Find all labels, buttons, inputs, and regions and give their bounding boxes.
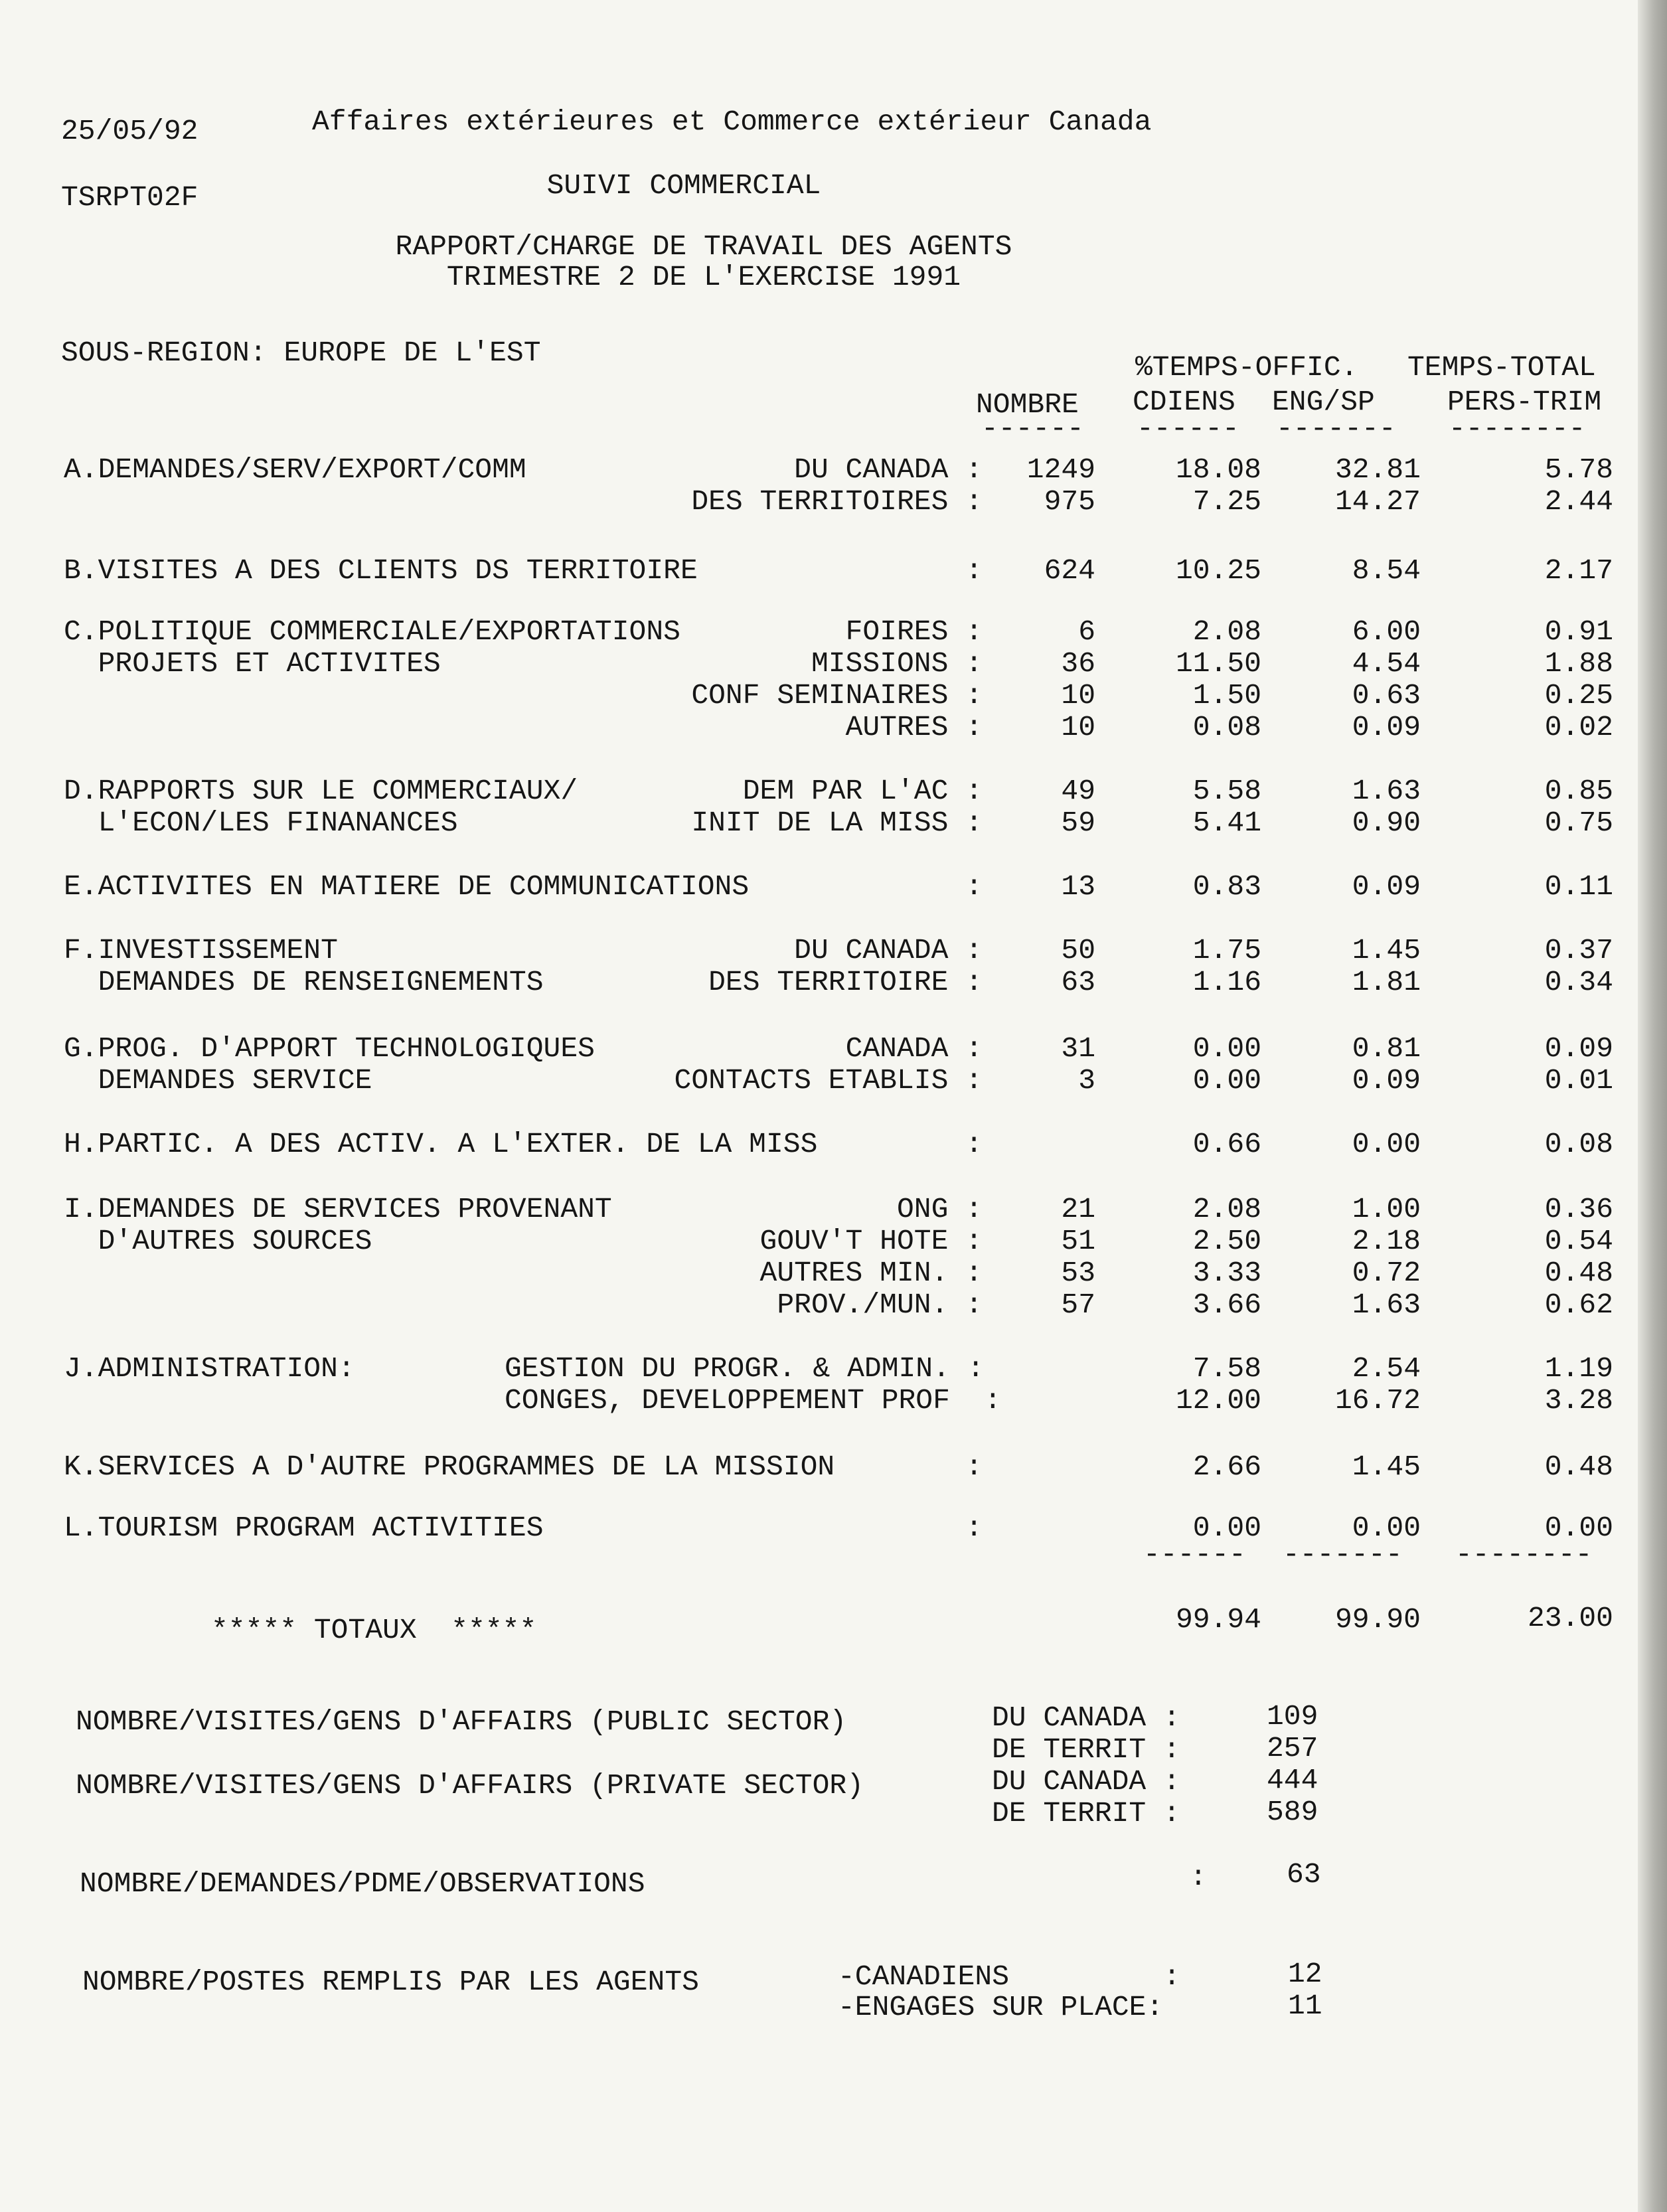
row-cdiens: 2.66 xyxy=(1192,1451,1261,1483)
row-sublabel: : xyxy=(965,870,983,903)
totals-rule-engsp: ------- xyxy=(1283,1538,1403,1571)
private-de-territ: DE TERRIT : xyxy=(992,1797,1180,1830)
row-nombre: 10 xyxy=(1061,679,1095,712)
row-cdiens: 18.08 xyxy=(1175,453,1261,486)
row-label: C.POLITIQUE COMMERCIALE/EXPORTATIONS xyxy=(64,615,680,648)
totals-rule-cdiens: ------ xyxy=(1143,1538,1246,1571)
row-pers-trim: 0.08 xyxy=(1544,1128,1613,1160)
demandes-label: NOMBRE/DEMANDES/PDME/OBSERVATIONS xyxy=(80,1867,645,1900)
row-sublabel: DES TERRITOIRE : xyxy=(708,966,983,998)
row-cdiens: 2.08 xyxy=(1192,615,1261,648)
row-engsp: 1.63 xyxy=(1352,1289,1421,1321)
row-nombre: 10 xyxy=(1061,711,1095,744)
row-pers-trim: 0.85 xyxy=(1544,775,1613,807)
row-label: DEMANDES SERVICE xyxy=(64,1064,372,1097)
row-label: E.ACTIVITES EN MATIERE DE COMMUNICATIONS xyxy=(64,870,750,903)
row-cdiens: 0.83 xyxy=(1192,870,1261,903)
row-label: PROJETS ET ACTIVITES xyxy=(64,647,441,680)
row-label: L.TOURISM PROGRAM ACTIVITIES xyxy=(64,1512,544,1544)
report-date: 25/05/92 xyxy=(61,115,198,147)
row-engsp: 0.09 xyxy=(1352,711,1421,744)
row-sublabel: GOUV'T HOTE : xyxy=(759,1225,983,1257)
row-sublabel: CONTACTS ETABLIS : xyxy=(674,1064,983,1097)
row-sublabel: AUTRES MIN. : xyxy=(759,1257,983,1289)
row-nombre: 3 xyxy=(1078,1064,1095,1097)
row-nombre: 975 xyxy=(1044,485,1095,518)
row-pers-trim: 0.25 xyxy=(1544,679,1613,712)
row-cdiens: 2.50 xyxy=(1192,1225,1261,1257)
totals-rule-pers: -------- xyxy=(1455,1538,1593,1571)
row-nombre: 63 xyxy=(1061,966,1095,998)
scan-edge-shadow xyxy=(1638,0,1667,2212)
system-name: SUIVI COMMERCIAL xyxy=(546,169,821,202)
row-cdiens: 12.00 xyxy=(1175,1384,1261,1417)
postes-engages: -ENGAGES SUR PLACE: xyxy=(838,1991,1164,2023)
row-pers-trim: 0.62 xyxy=(1544,1289,1613,1321)
row-pers-trim: 0.54 xyxy=(1544,1225,1613,1257)
row-nombre: 49 xyxy=(1061,775,1095,807)
row-label: A.DEMANDES/SERV/EXPORT/COMM xyxy=(64,453,526,486)
row-engsp: 0.09 xyxy=(1352,870,1421,903)
row-engsp: 32.81 xyxy=(1334,453,1421,486)
row-sublabel: : xyxy=(965,1128,983,1160)
row-pers-trim: 0.11 xyxy=(1544,870,1613,903)
row-sublabel: PROV./MUN. : xyxy=(777,1289,983,1321)
row-nombre: 53 xyxy=(1061,1257,1095,1289)
row-engsp: 4.54 xyxy=(1352,647,1421,680)
row-sublabel: CONGES, DEVELOPPEMENT PROF : xyxy=(505,1384,1002,1417)
row-engsp: 1.63 xyxy=(1352,775,1421,807)
row-engsp: 16.72 xyxy=(1334,1384,1421,1417)
row-label: L'ECON/LES FINANANCES xyxy=(64,807,458,839)
row-nombre: 57 xyxy=(1061,1289,1095,1321)
row-cdiens: 7.25 xyxy=(1192,485,1261,518)
row-engsp: 2.18 xyxy=(1352,1225,1421,1257)
row-cdiens: 1.16 xyxy=(1192,966,1261,998)
row-engsp: 0.09 xyxy=(1352,1064,1421,1097)
row-sublabel: CANADA : xyxy=(845,1032,983,1065)
row-pers-trim: 0.36 xyxy=(1544,1193,1613,1225)
row-cdiens: 2.08 xyxy=(1192,1193,1261,1225)
private-sector-label: NOMBRE/VISITES/GENS D'AFFAIRS (PRIVATE SECTOR) xyxy=(76,1769,864,1802)
header-temps-total: TEMPS-TOTAL xyxy=(1407,351,1596,384)
row-pers-trim: 1.19 xyxy=(1544,1352,1613,1385)
row-nombre: 51 xyxy=(1061,1225,1095,1257)
department-name: Affaires extérieures et Commerce extérieur Canada xyxy=(312,106,1152,138)
row-sublabel: DEM PAR L'AC : xyxy=(742,775,983,807)
row-engsp: 1.81 xyxy=(1352,966,1421,998)
row-pers-trim: 0.02 xyxy=(1544,711,1613,744)
row-engsp: 8.54 xyxy=(1352,554,1421,587)
private-du-canada-value: 444 xyxy=(1267,1764,1318,1796)
row-label: D'AUTRES SOURCES xyxy=(64,1225,372,1257)
row-engsp: 0.63 xyxy=(1352,679,1421,712)
report-code: TSRPT02F xyxy=(61,181,198,214)
postes-label: NOMBRE/POSTES REMPLIS PAR LES AGENTS xyxy=(82,1966,699,1998)
row-pers-trim: 0.00 xyxy=(1544,1512,1613,1544)
row-sublabel: : xyxy=(965,554,983,587)
row-label: I.DEMANDES DE SERVICES PROVENANT xyxy=(64,1193,612,1225)
row-engsp: 0.00 xyxy=(1352,1128,1421,1160)
row-label: F.INVESTISSEMENT xyxy=(64,934,338,967)
row-label: G.PROG. D'APPORT TECHNOLOGIQUES xyxy=(64,1032,595,1065)
row-pers-trim: 0.01 xyxy=(1544,1064,1613,1097)
public-de-territ-value: 257 xyxy=(1267,1732,1318,1765)
row-nombre: 6 xyxy=(1078,615,1095,648)
row-cdiens: 10.25 xyxy=(1175,554,1261,587)
row-pers-trim: 2.17 xyxy=(1544,554,1613,587)
row-sublabel: : xyxy=(965,1451,983,1483)
row-sublabel: MISSIONS : xyxy=(811,647,983,680)
rule-cdiens: ------ xyxy=(1137,412,1239,445)
row-cdiens: 3.33 xyxy=(1192,1257,1261,1289)
public-du-canada-value: 109 xyxy=(1267,1700,1318,1733)
row-label: DEMANDES DE RENSEIGNEMENTS xyxy=(64,966,544,998)
report-title: RAPPORT/CHARGE DE TRAVAIL DES AGENTS xyxy=(395,230,1012,263)
row-cdiens: 1.75 xyxy=(1192,934,1261,967)
postes-canadiens: -CANADIENS : xyxy=(838,1960,1181,1993)
row-pers-trim: 3.28 xyxy=(1544,1384,1613,1417)
row-nombre: 21 xyxy=(1061,1193,1095,1225)
row-nombre: 50 xyxy=(1061,934,1095,967)
totals-label: ***** TOTAUX ***** xyxy=(211,1614,537,1646)
row-pers-trim: 0.09 xyxy=(1544,1032,1613,1065)
demandes-value: 63 xyxy=(1287,1858,1321,1891)
row-sublabel: FOIRES : xyxy=(845,615,983,648)
group-header-temps-offic: %TEMPS-OFFIC. xyxy=(1135,351,1358,384)
row-cdiens: 0.66 xyxy=(1192,1128,1261,1160)
row-cdiens: 3.66 xyxy=(1192,1289,1261,1321)
row-sublabel: CONF SEMINAIRES : xyxy=(691,679,983,712)
row-sublabel: DU CANADA : xyxy=(794,453,983,486)
row-nombre: 59 xyxy=(1061,807,1095,839)
subregion: SOUS-REGION: EUROPE DE L'EST xyxy=(61,337,541,369)
row-engsp: 0.00 xyxy=(1352,1512,1421,1544)
totals-pers: 23.00 xyxy=(1527,1602,1613,1634)
row-engsp: 14.27 xyxy=(1334,485,1421,518)
row-sublabel: : xyxy=(965,1512,983,1544)
public-sector-label: NOMBRE/VISITES/GENS D'AFFAIRS (PUBLIC SECTOR) xyxy=(76,1705,847,1738)
row-pers-trim: 0.48 xyxy=(1544,1451,1613,1483)
rule-pers-trim: -------- xyxy=(1449,412,1586,445)
row-nombre: 624 xyxy=(1044,554,1095,587)
row-sublabel: AUTRES : xyxy=(845,711,983,744)
row-cdiens: 0.00 xyxy=(1192,1064,1261,1097)
row-sublabel: ONG : xyxy=(896,1193,983,1225)
row-engsp: 1.45 xyxy=(1352,1451,1421,1483)
row-label: J.ADMINISTRATION: xyxy=(64,1352,355,1385)
row-engsp: 0.81 xyxy=(1352,1032,1421,1065)
row-engsp: 0.90 xyxy=(1352,807,1421,839)
public-de-territ: DE TERRIT : xyxy=(992,1733,1180,1766)
row-pers-trim: 0.37 xyxy=(1544,934,1613,967)
row-cdiens: 0.08 xyxy=(1192,711,1261,744)
row-sublabel: DU CANADA : xyxy=(794,934,983,967)
private-du-canada: DU CANADA : xyxy=(992,1765,1180,1798)
demandes-colon: : xyxy=(1190,1861,1207,1893)
row-pers-trim: 0.75 xyxy=(1544,807,1613,839)
row-sublabel: INIT DE LA MISS : xyxy=(691,807,983,839)
postes-canadiens-value: 12 xyxy=(1288,1958,1322,1990)
private-de-territ-value: 589 xyxy=(1267,1796,1318,1828)
row-sublabel: DES TERRITOIRES : xyxy=(691,485,983,518)
row-cdiens: 5.58 xyxy=(1192,775,1261,807)
row-engsp: 0.72 xyxy=(1352,1257,1421,1289)
row-pers-trim: 2.44 xyxy=(1544,485,1613,518)
row-pers-trim: 1.88 xyxy=(1544,647,1613,680)
row-cdiens: 0.00 xyxy=(1192,1032,1261,1065)
column-header-engsp: ENG/SP xyxy=(1272,386,1375,418)
row-cdiens: 0.00 xyxy=(1192,1512,1261,1544)
row-label: B.VISITES A DES CLIENTS DS TERRITOIRE xyxy=(64,554,698,587)
row-cdiens: 5.41 xyxy=(1192,807,1261,839)
rule-nombre: ------ xyxy=(981,412,1084,445)
row-pers-trim: 0.34 xyxy=(1544,966,1613,998)
row-label: K.SERVICES A D'AUTRE PROGRAMMES DE LA MISSION xyxy=(64,1451,835,1483)
column-header-cdiens: CDIENS xyxy=(1133,386,1235,418)
row-cdiens: 7.58 xyxy=(1192,1352,1261,1385)
totals-engsp: 99.90 xyxy=(1334,1603,1421,1636)
row-nombre: 36 xyxy=(1061,647,1095,680)
public-du-canada: DU CANADA : xyxy=(992,1701,1180,1734)
row-pers-trim: 0.48 xyxy=(1544,1257,1613,1289)
row-label: H.PARTIC. A DES ACTIV. A L'EXTER. DE LA MISS xyxy=(64,1128,818,1160)
report-period: TRIMESTRE 2 DE L'EXERCISE 1991 xyxy=(446,261,961,293)
postes-engages-value: 11 xyxy=(1288,1990,1322,2022)
row-pers-trim: 0.91 xyxy=(1544,615,1613,648)
row-cdiens: 1.50 xyxy=(1192,679,1261,712)
row-engsp: 6.00 xyxy=(1352,615,1421,648)
row-pers-trim: 5.78 xyxy=(1544,453,1613,486)
row-label: D.RAPPORTS SUR LE COMMERCIAUX/ xyxy=(64,775,578,807)
row-cdiens: 11.50 xyxy=(1175,647,1261,680)
row-engsp: 1.45 xyxy=(1352,934,1421,967)
totals-cdiens: 99.94 xyxy=(1175,1603,1261,1636)
column-header-nombre: NOMBRE xyxy=(976,388,1079,421)
row-nombre: 31 xyxy=(1061,1032,1095,1065)
row-engsp: 2.54 xyxy=(1352,1352,1421,1385)
row-nombre: 1249 xyxy=(1026,453,1095,486)
row-engsp: 1.00 xyxy=(1352,1193,1421,1225)
row-nombre: 13 xyxy=(1061,870,1095,903)
row-sublabel: GESTION DU PROGR. & ADMIN. : xyxy=(505,1352,985,1385)
column-header-pers-trim: PERS-TRIM xyxy=(1447,386,1602,418)
rule-engsp: ------- xyxy=(1276,412,1396,445)
